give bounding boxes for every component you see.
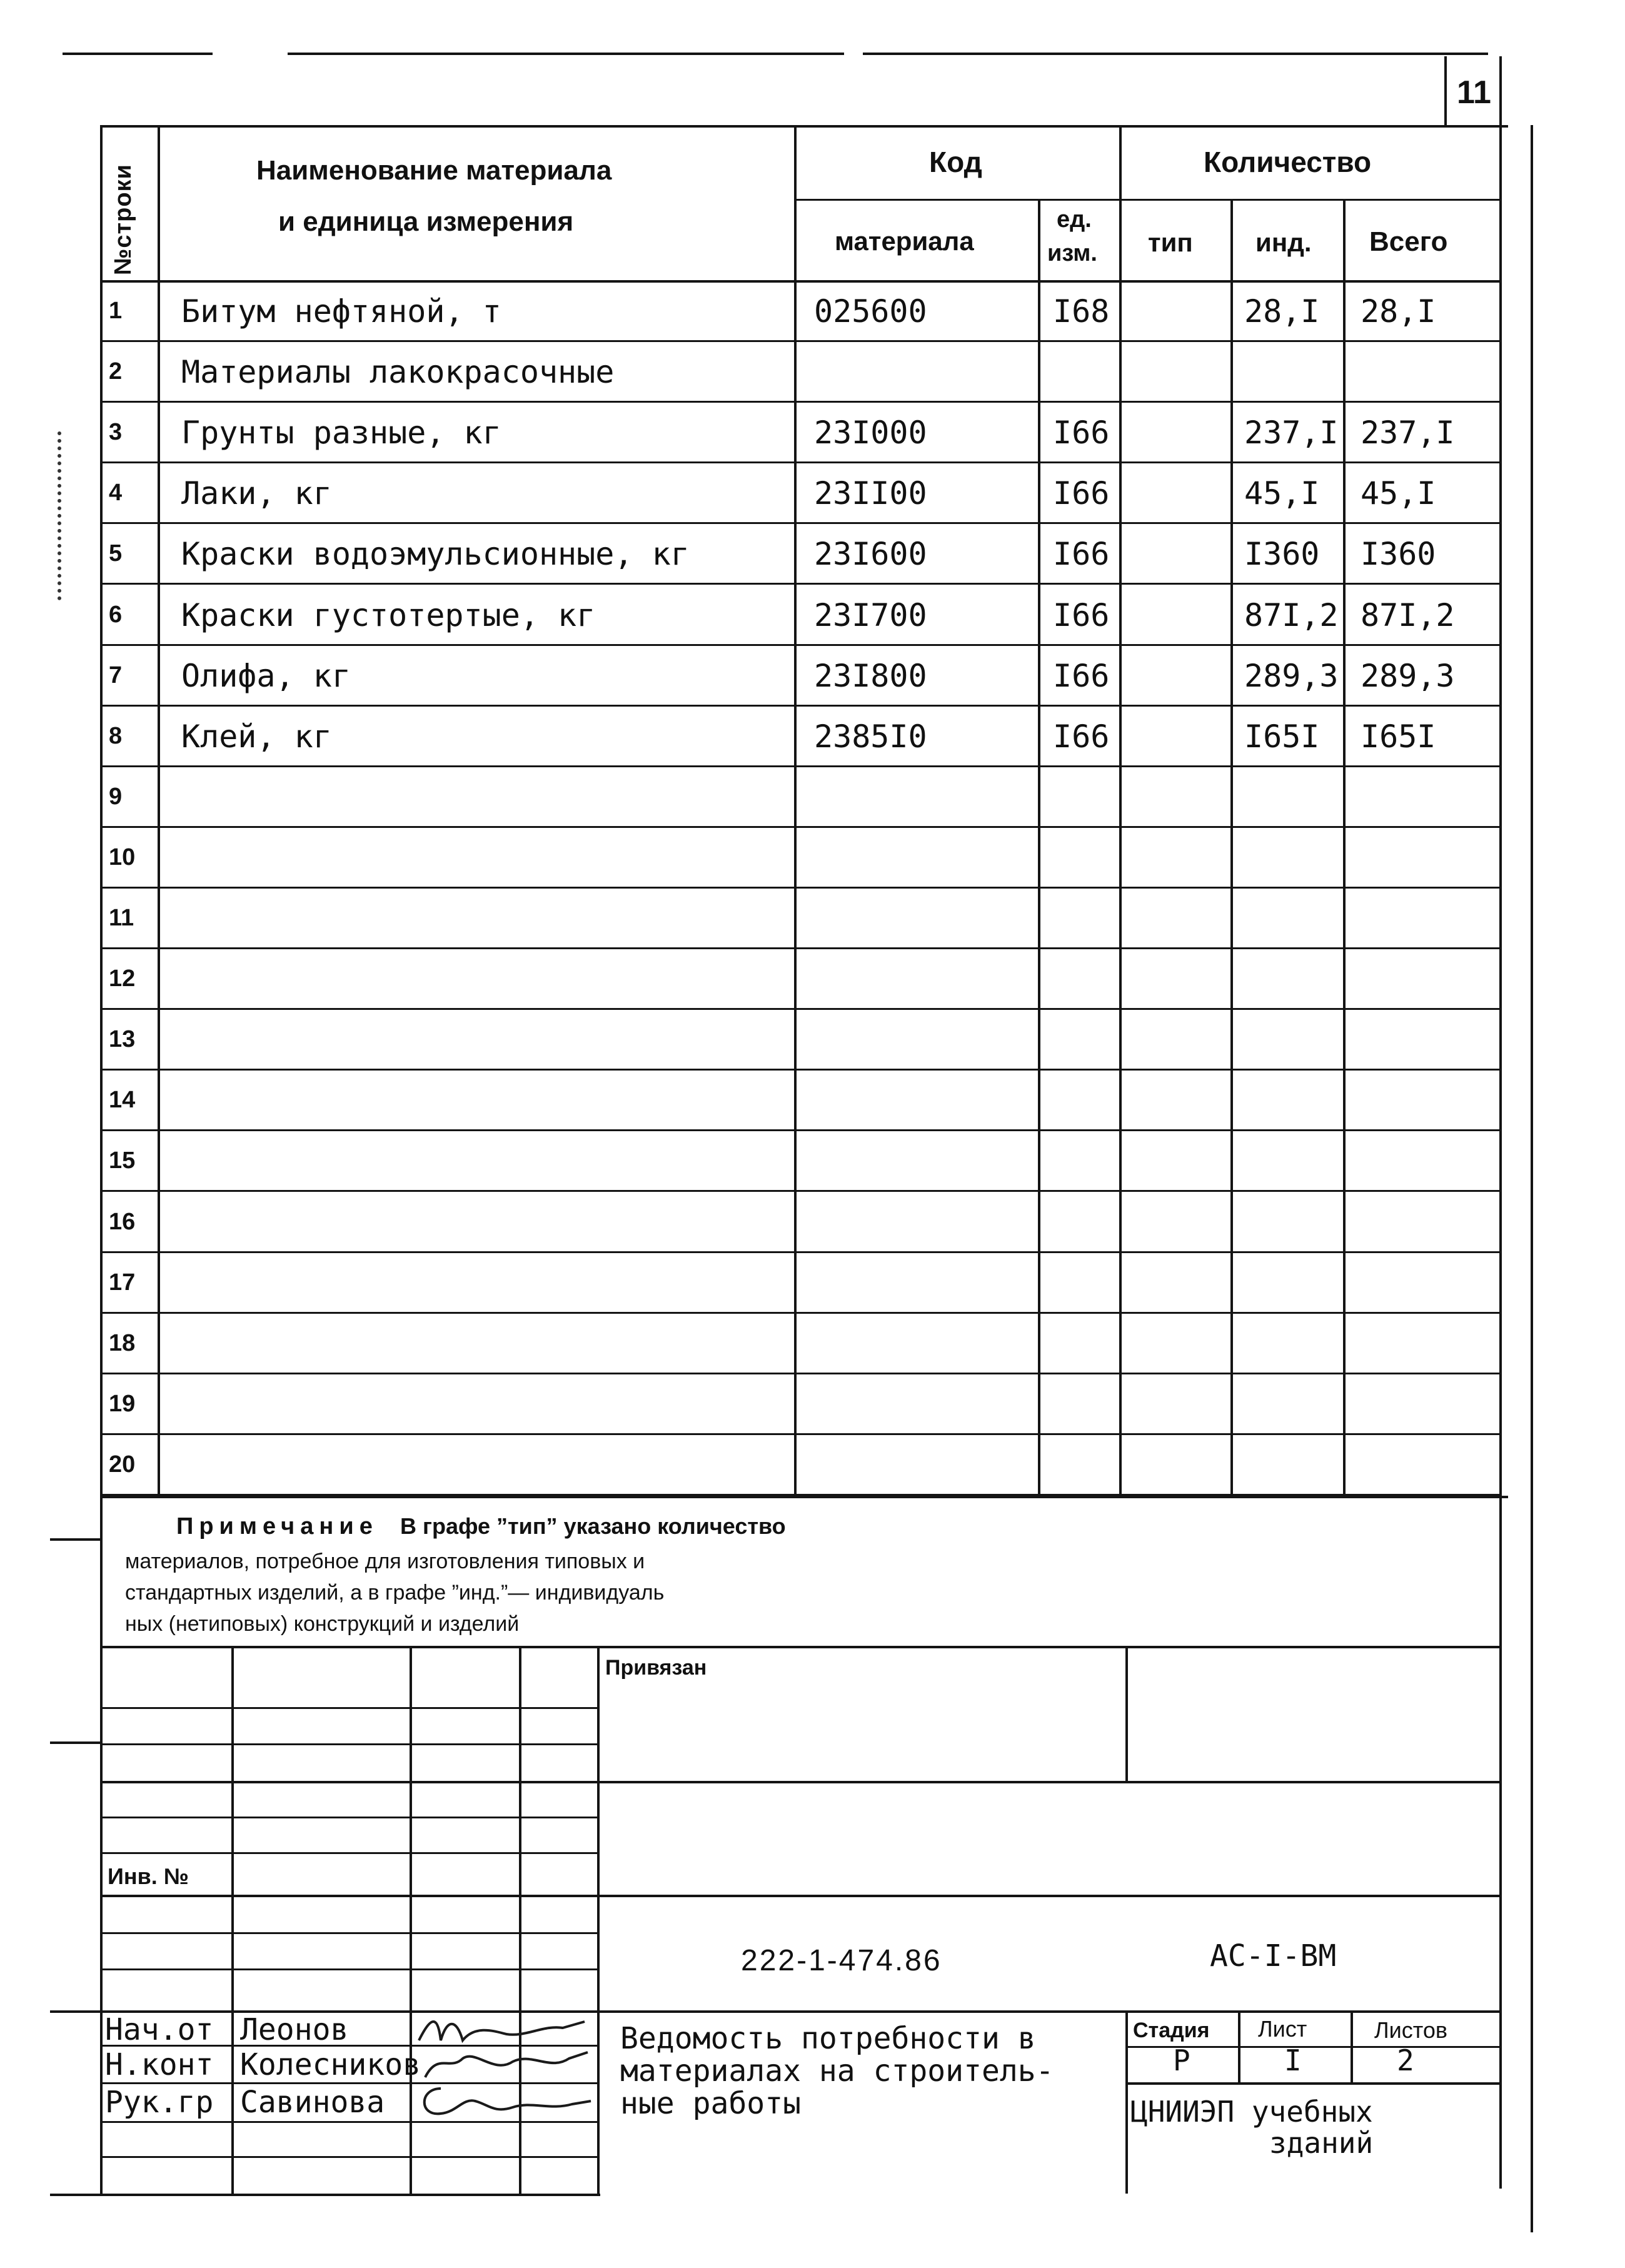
signature-name-2: Колесников bbox=[240, 2047, 421, 2082]
cell-n: 7 bbox=[109, 662, 123, 688]
cell-n: 8 bbox=[109, 722, 123, 749]
cell-n: 17 bbox=[109, 1269, 136, 1296]
cell-code: 23I700 bbox=[814, 597, 927, 633]
binding-mark bbox=[58, 431, 70, 600]
qty-ind-header: инд. bbox=[1255, 228, 1312, 257]
cell-name: Краски густотертые, кг bbox=[181, 597, 596, 633]
stage-label: Стадия bbox=[1133, 2019, 1210, 2042]
note-line3: стандартных изделий, а в графе ”инд.”— индивидуаль bbox=[125, 1581, 665, 1605]
table-row bbox=[100, 585, 1499, 646]
cell-unit: I66 bbox=[1053, 475, 1110, 512]
note-line1: В графе ”тип” указано количество bbox=[400, 1513, 786, 1539]
cell-unit: I66 bbox=[1053, 657, 1110, 694]
document-title-line2: материалах на строитель- bbox=[620, 2054, 1054, 2089]
cell-ind: 87I,2 bbox=[1244, 597, 1339, 633]
sheet-value: I bbox=[1284, 2044, 1302, 2077]
code-unit-header-line1: ед. bbox=[1057, 206, 1092, 233]
document-title-line3: ные работы bbox=[620, 2086, 801, 2121]
cell-unit: I66 bbox=[1053, 597, 1110, 633]
cell-code: 2385I0 bbox=[814, 718, 927, 755]
cell-unit: I66 bbox=[1053, 718, 1110, 755]
qty-group-header: Количество bbox=[1204, 146, 1372, 178]
note-line4: ных (нетиповых) конструкций и изделий bbox=[125, 1612, 520, 1636]
table-row bbox=[100, 1314, 1499, 1374]
stage-value: Р bbox=[1173, 2044, 1190, 2077]
table-row bbox=[100, 1131, 1499, 1192]
table-row bbox=[100, 1192, 1499, 1253]
signature-role-3: Рук.гр bbox=[105, 2085, 214, 2120]
cell-name: Битум нефтяной, т bbox=[181, 293, 501, 330]
table-row bbox=[100, 767, 1499, 828]
cell-total: I360 bbox=[1361, 536, 1436, 573]
sheet-label: Лист bbox=[1258, 2016, 1307, 2042]
table-row bbox=[100, 646, 1499, 707]
cell-name: Материалы лакокрасочные bbox=[181, 354, 615, 391]
table-row bbox=[100, 707, 1499, 767]
cell-n: 19 bbox=[109, 1390, 136, 1417]
cell-total: I65I bbox=[1361, 718, 1436, 755]
cell-n: 10 bbox=[109, 844, 136, 870]
table-row bbox=[100, 1253, 1499, 1314]
cell-ind: I360 bbox=[1244, 536, 1320, 573]
table-row bbox=[100, 1374, 1499, 1435]
code-material-header: материала bbox=[835, 226, 974, 256]
note-title: Примечание bbox=[176, 1513, 378, 1540]
cell-name: Краски водоэмульсионные, кг bbox=[181, 536, 690, 573]
table-row bbox=[100, 403, 1499, 463]
handwritten-signature-3 bbox=[413, 2082, 594, 2120]
organization-line2: зданий bbox=[1269, 2126, 1374, 2160]
document-code: АС-I-ВМ bbox=[1210, 1938, 1337, 1973]
cell-n: 12 bbox=[109, 965, 136, 992]
cell-n: 13 bbox=[109, 1026, 136, 1053]
cell-code: 23I600 bbox=[814, 536, 927, 573]
cell-total: 87I,2 bbox=[1361, 597, 1455, 633]
cell-unit: I66 bbox=[1053, 415, 1110, 451]
table-row bbox=[100, 828, 1499, 889]
inventory-number-label: Инв. № bbox=[108, 1863, 189, 1889]
cell-n: 16 bbox=[109, 1208, 136, 1235]
cell-ind: 237,I bbox=[1244, 415, 1339, 451]
cell-ind: I65I bbox=[1244, 718, 1320, 755]
cell-name: Грунты разные, кг bbox=[181, 415, 501, 451]
table-row bbox=[100, 281, 1499, 342]
signature-name-3: Савинова bbox=[240, 2085, 385, 2120]
cell-ind: 28,I bbox=[1244, 293, 1320, 330]
code-unit-header-line2: изм. bbox=[1047, 240, 1097, 266]
signature-name-1: Леонов bbox=[240, 2012, 349, 2047]
cell-name: Лаки, кг bbox=[181, 475, 332, 512]
table-row bbox=[100, 889, 1499, 949]
table-row bbox=[100, 342, 1499, 403]
sheets-label: Листов bbox=[1374, 2017, 1447, 2043]
cell-n: 20 bbox=[109, 1451, 136, 1478]
cell-n: 3 bbox=[109, 419, 123, 446]
row-number-header: №строки bbox=[110, 164, 136, 275]
table-row bbox=[100, 1010, 1499, 1071]
name-column-header-line2: и единица измерения bbox=[278, 206, 574, 237]
cell-total: 45,I bbox=[1361, 475, 1436, 512]
cell-n: 4 bbox=[109, 480, 123, 507]
signature-role-1: Нач.от bbox=[105, 2012, 214, 2047]
cell-n: 14 bbox=[109, 1087, 136, 1114]
cell-unit: I66 bbox=[1053, 536, 1110, 573]
table-row bbox=[100, 1435, 1499, 1496]
cell-name: Клей, кг bbox=[181, 718, 332, 755]
project-code: 222-1-474.86 bbox=[741, 1944, 942, 1977]
cell-n: 2 bbox=[109, 358, 123, 385]
cell-n: 15 bbox=[109, 1147, 136, 1174]
cell-n: 6 bbox=[109, 601, 123, 628]
table-body bbox=[100, 281, 1499, 1496]
code-group-header: Код bbox=[929, 146, 982, 178]
cell-n: 11 bbox=[109, 905, 134, 931]
cell-n: 18 bbox=[109, 1329, 136, 1356]
cell-total: 237,I bbox=[1361, 415, 1455, 451]
qty-type-header: тип bbox=[1148, 228, 1193, 257]
table-row bbox=[100, 524, 1499, 585]
organization-line1: ЦНИИЭП учебных bbox=[1130, 2095, 1373, 2129]
table-row bbox=[100, 463, 1499, 524]
signature-role-2: Н.конт bbox=[105, 2047, 214, 2082]
document-title-line1: Ведомость потребности в bbox=[620, 2021, 1036, 2056]
cell-name: Олифа, кг bbox=[181, 657, 351, 694]
handwritten-signature-2 bbox=[413, 2046, 594, 2084]
name-column-header-line1: Наименование материала bbox=[256, 155, 612, 186]
cell-total: 289,3 bbox=[1361, 657, 1455, 694]
note-line2: материалов, потребное для изготовления типовых и bbox=[125, 1550, 645, 1573]
cell-total: 28,I bbox=[1361, 293, 1436, 330]
sheets-value: 2 bbox=[1397, 2044, 1414, 2077]
table-row bbox=[100, 1071, 1499, 1131]
cell-code: 23I000 bbox=[814, 415, 927, 451]
cell-code: 23I800 bbox=[814, 657, 927, 694]
qty-total-header: Всего bbox=[1369, 226, 1448, 257]
handwritten-signature-1 bbox=[413, 2012, 594, 2050]
cell-ind: 289,3 bbox=[1244, 657, 1339, 694]
cell-n: 9 bbox=[109, 783, 123, 810]
cell-code: 23II00 bbox=[814, 475, 927, 512]
page-number: 11 bbox=[1457, 74, 1491, 111]
cell-ind: 45,I bbox=[1244, 475, 1320, 512]
table-row bbox=[100, 949, 1499, 1010]
tied-label: Привязан bbox=[605, 1656, 707, 1680]
cell-unit: I68 bbox=[1053, 293, 1110, 330]
cell-n: 1 bbox=[109, 298, 123, 324]
cell-code: 025600 bbox=[814, 293, 927, 330]
cell-n: 5 bbox=[109, 540, 123, 567]
